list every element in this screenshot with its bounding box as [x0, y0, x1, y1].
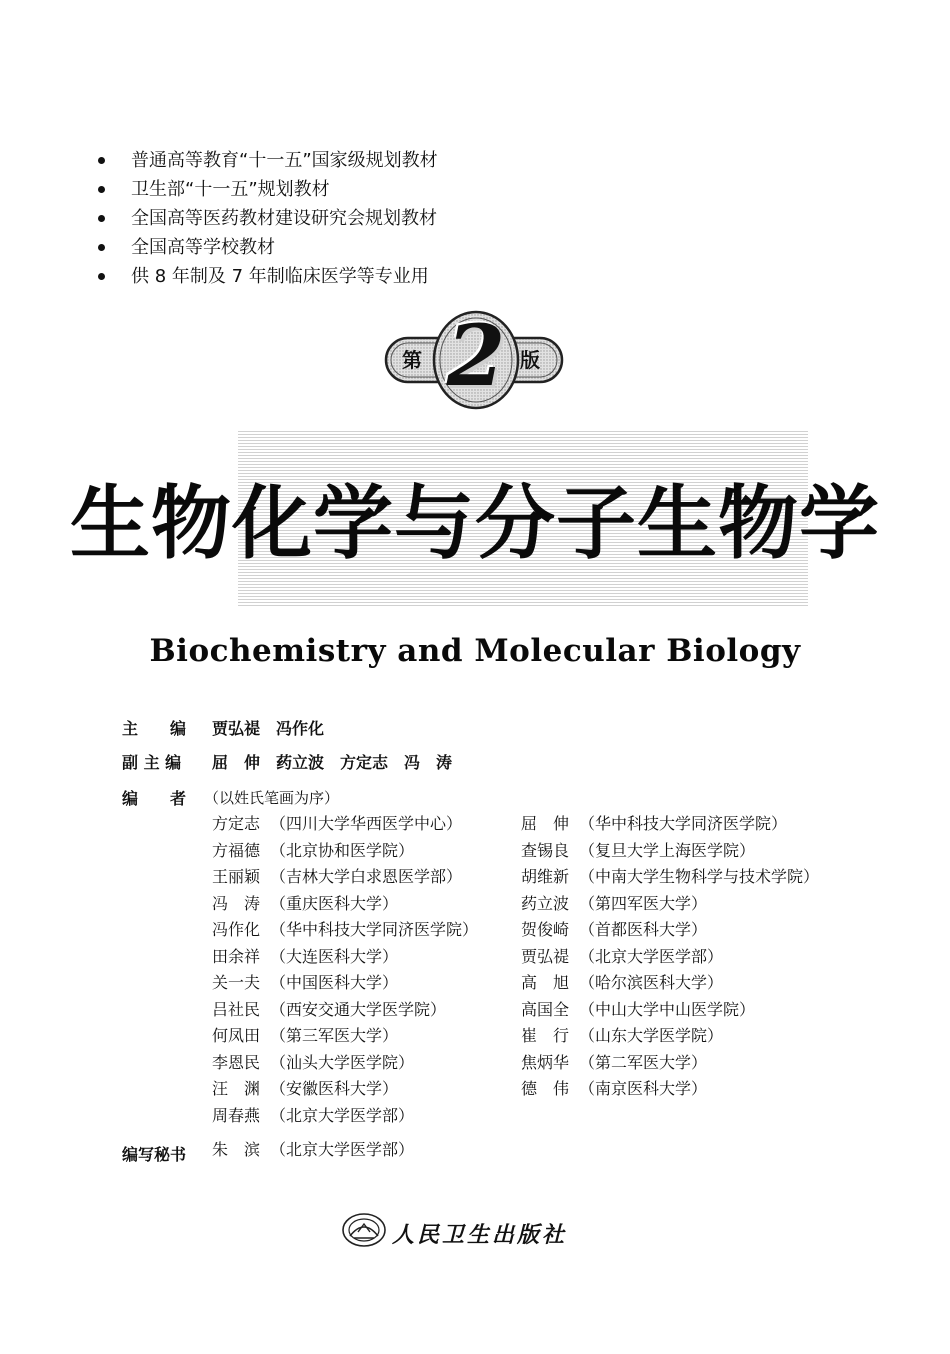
deputy-editor-label: 副 主 编 — [122, 753, 182, 772]
contributor-name: 吕社民 — [212, 999, 261, 1019]
contributor-affiliation: （哈尔滨医科大学） — [579, 973, 724, 992]
publisher-logo-icon — [340, 1210, 388, 1250]
contributor-affiliation: （南京医科大学） — [579, 1079, 708, 1098]
contributor-name: 药立波 — [521, 893, 570, 913]
contributor-entry — [212, 838, 478, 865]
contributor-affiliation: （西安交通大学医学院） — [270, 999, 447, 1019]
contributor-name: 周春燕 — [212, 1105, 261, 1125]
contributor-affiliation: （中国医科大学） — [270, 973, 399, 992]
contributor-affiliation: （大连医科大学） — [270, 946, 399, 966]
contributor-affiliation: （安徽医科大学） — [270, 1079, 399, 1098]
bullet-dot-icon — [98, 215, 105, 222]
contributor-affiliation: （复旦大学上海医学院） — [579, 840, 756, 860]
contributor-entry — [521, 944, 819, 971]
contributor-affiliation: （首都医科大学） — [579, 920, 708, 939]
contributor-entry — [212, 1103, 478, 1130]
book-title-zh: 生物化学与分子生物学 — [70, 477, 880, 570]
chief-editor-names: 贾弘禔 冯作化 — [212, 719, 325, 738]
contributor-entry — [212, 891, 478, 918]
contributor-entry — [521, 811, 819, 838]
contributor-entry — [212, 970, 478, 997]
contributor-affiliation: （北京协和医学院） — [270, 840, 415, 860]
contributor-name: 焦炳华 — [521, 1052, 570, 1072]
contributor-name: 汪 渊 — [212, 1079, 261, 1098]
edition-label-ban: 版 — [520, 348, 540, 372]
bullet-dot-icon — [98, 273, 105, 280]
edition-badge — [378, 308, 570, 412]
contributor-affiliation: （中南大学生物科学与技术学院） — [579, 867, 820, 886]
contributor-entry — [212, 1076, 478, 1103]
contributor-name: 查锡良 — [521, 840, 570, 860]
contributor-affiliation: （北京大学医学部） — [270, 1105, 415, 1125]
bullet-text: 普通高等教育“十一五”国家级规划教材 — [131, 150, 438, 171]
edition-label-di: 第 — [402, 348, 422, 372]
contributor-name: 德 伟 — [521, 1079, 570, 1098]
contributor-affiliation: （第三军医大学） — [270, 1026, 399, 1045]
chief-editor-label: 主 编 — [122, 719, 187, 738]
secretary-label: 编写秘书 — [122, 1145, 187, 1164]
contributor-affiliation: （北京大学医学部） — [579, 946, 724, 966]
contributor-name: 屈 伸 — [521, 814, 570, 833]
contributors-label: 编 者 — [122, 789, 187, 808]
contributors-right-column — [521, 811, 819, 1103]
contributor-affiliation: （汕头大学医学院） — [270, 1052, 415, 1072]
contributor-name: 李恩民 — [212, 1052, 261, 1072]
bullet-text: 卫生部“十一五”规划教材 — [131, 179, 330, 200]
contributor-name: 崔 行 — [521, 1026, 570, 1045]
book-title-en: Biochemistry and Molecular Biology — [149, 633, 801, 669]
contributor-name: 冯 涛 — [212, 893, 261, 913]
secretary-affiliation: （北京大学医学部） — [270, 1140, 415, 1159]
contributor-affiliation: （山东大学医学院） — [579, 1026, 724, 1045]
contributor-name: 何凤田 — [212, 1026, 261, 1045]
bullet-dot-icon — [98, 244, 105, 251]
secretary-entry — [212, 1137, 414, 1164]
publisher-name: 人民卫生出版社 — [392, 1222, 568, 1248]
bullet-dot-icon — [98, 157, 105, 164]
contributor-entry — [521, 864, 819, 891]
contributor-entry — [521, 997, 819, 1024]
contributor-name: 方福德 — [212, 840, 261, 860]
deputy-editor-names: 屈 伸 药立波 方定志 冯 涛 — [212, 753, 453, 772]
contributor-name: 方定志 — [212, 814, 261, 833]
bullet-item — [98, 146, 438, 175]
contributor-entry — [212, 864, 478, 891]
contributor-affiliation: （四川大学华西医学中心） — [270, 814, 463, 833]
contributor-affiliation: （中山大学中山医学院） — [579, 999, 756, 1019]
contributor-entry — [212, 917, 478, 944]
contributor-name: 田余祥 — [212, 946, 261, 966]
contributor-name: 高 旭 — [521, 973, 570, 992]
contributor-entry — [212, 944, 478, 971]
contributor-entry — [212, 1050, 478, 1077]
series-bullet-list — [98, 146, 438, 291]
contributor-entry — [521, 1023, 819, 1050]
contributor-entry — [521, 1076, 819, 1103]
contributor-name: 贾弘禔 — [521, 946, 570, 966]
contributor-name: 关一夫 — [212, 973, 261, 992]
bullet-dot-icon — [98, 186, 105, 193]
contributor-entry — [521, 838, 819, 865]
contributor-entry — [521, 891, 819, 918]
bullet-text: 全国高等医药教材建设研究会规划教材 — [131, 208, 437, 229]
contributor-affiliation: （重庆医科大学） — [270, 893, 399, 913]
contributor-name: 王丽颖 — [212, 867, 261, 886]
secretary-name: 朱 滨 — [212, 1140, 261, 1159]
contributor-entry — [521, 1050, 819, 1077]
contributor-affiliation: （吉林大学白求恩医学部） — [270, 867, 463, 886]
contributor-entry — [212, 811, 478, 838]
contributor-affiliation: （第四军医大学） — [579, 893, 708, 913]
bullet-item — [98, 262, 438, 291]
bullet-item — [98, 233, 438, 262]
bullet-item — [98, 204, 438, 233]
bullet-text: 供 8 年制及 7 年制临床医学等专业用 — [131, 266, 429, 287]
contributor-entry — [212, 997, 478, 1024]
contributor-name: 胡维新 — [521, 867, 570, 886]
contributor-name: 贺俊崎 — [521, 920, 570, 939]
contributor-entry — [521, 917, 819, 944]
contributor-name: 冯作化 — [212, 920, 261, 939]
edition-number: 2 — [446, 306, 506, 405]
contributor-affiliation: （华中科技大学同济医学院） — [579, 814, 788, 833]
contributor-affiliation: （第二军医大学） — [579, 1052, 708, 1072]
contributor-entry — [212, 1023, 478, 1050]
contributor-name: 高国全 — [521, 999, 570, 1019]
contributor-entry — [521, 970, 819, 997]
bullet-text: 全国高等学校教材 — [131, 237, 275, 258]
contributors-left-column — [212, 811, 478, 1129]
bullet-item — [98, 175, 438, 204]
contributors-note: （以姓氏笔画为序） — [204, 789, 340, 807]
contributor-affiliation: （华中科技大学同济医学院） — [270, 920, 479, 939]
